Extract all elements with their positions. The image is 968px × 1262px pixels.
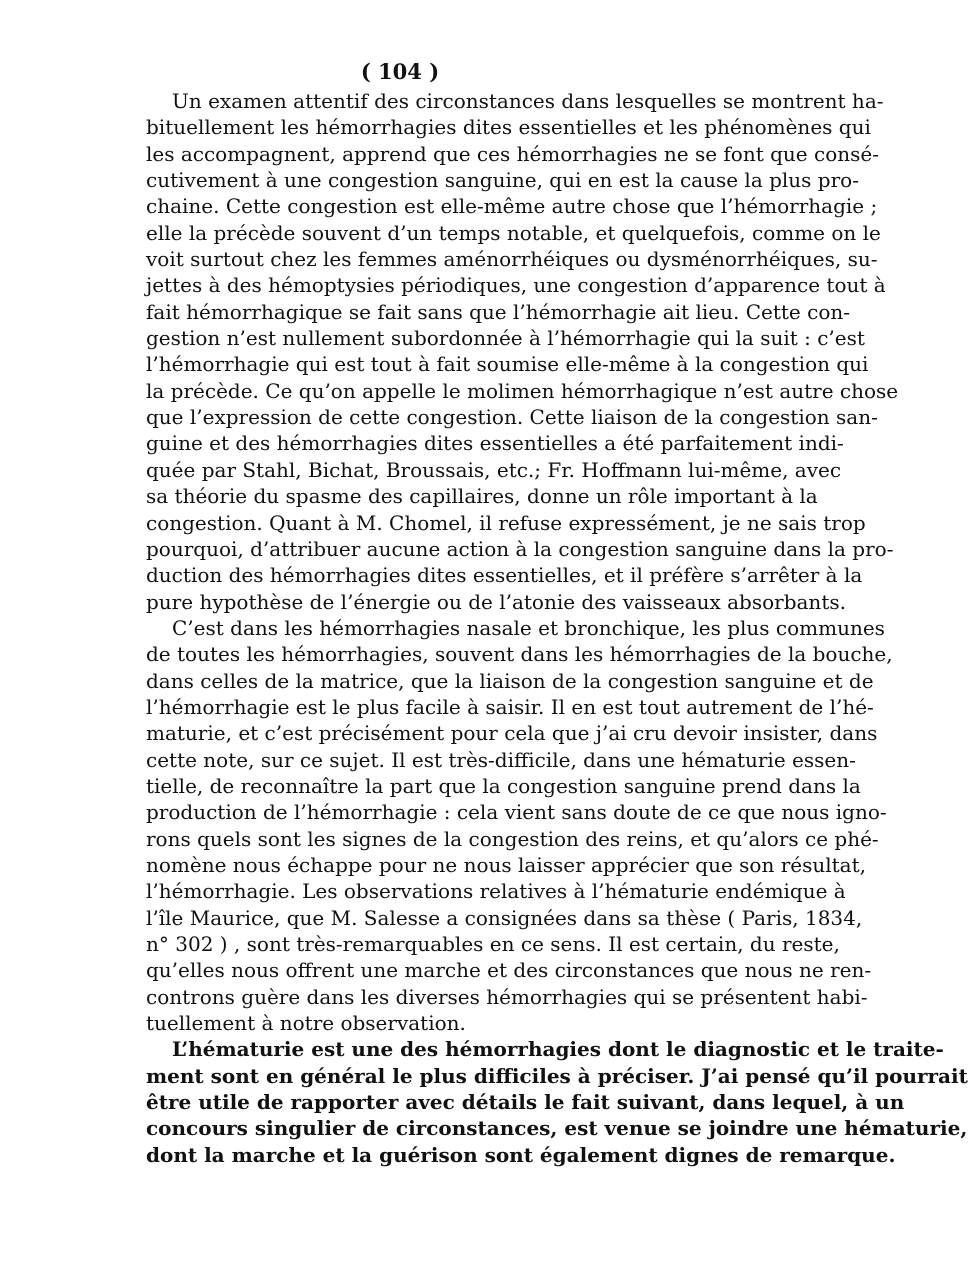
text-line: qu’elles nous offrent une marche et des circonstances que nous ne ren- [146,958,872,983]
text-line: guine et des hémorrhagies dites essentielles a été parfaitement indi- [146,431,844,456]
text-line: tielle, de reconnaître la part que la congestion sanguine prend dans la [146,773,861,798]
text-line: dans celles de la matrice, que la liaison de la congestion sanguine et de [146,668,874,693]
text-line: production de l’hémorrhagie : cela vient sans doute de ce que nous igno- [146,800,887,825]
text-line: pure hypothèse de l’énergie ou de l’atonie des vaisseaux absorbants. [146,589,846,614]
text-line: gestion n’est nullement subordonnée à l’hémorrhagie qui la suit : c’est [146,326,865,351]
text-line: bituellement les hémorrhagies dites essentielles et les phénomènes qui [146,115,871,140]
text-line: voit surtout chez les femmes aménorrhéiques ou dysménorrhéiques, su- [146,247,878,272]
text-line: controns guère dans les diverses hémorrhagies qui se présentent habi- [146,984,868,1009]
text-line: dont la marche et la guérison sont également dignes de remarque. [146,1142,896,1167]
text-line: de toutes les hémorrhagies, souvent dans les hémorrhagies de la bouche, [146,642,893,667]
text-line: rons quels sont les signes de la congestion des reins, et qu’alors ce phé- [146,826,879,851]
text-line: chaine. Cette congestion est elle-même autre chose que l’hémorrhagie ; [146,194,878,219]
paragraph [146,88,899,615]
text-line: cutivement à une congestion sanguine, qui en est la cause la plus pro- [146,168,859,193]
text-line: jettes à des hémoptysies périodiques, une congestion d’apparence tout à [146,273,886,298]
text-line: maturie, et c’est précisément pour cela que j’ai cru devoir insister, dans [146,721,878,746]
text-line: congestion. Quant à M. Chomel, il refuse expressément, je ne sais trop [146,510,866,535]
text-line: la précède. Ce qu’on appelle le molimen hémorrhagique n’est autre chose [146,378,899,403]
text-line: concours singulier de circonstances, est venue se joindre une hématurie, [146,1116,968,1141]
text-line: sa théorie du spasme des capillaires, donne un rôle important à la [146,484,818,509]
text-line: quée par Stahl, Bichat, Broussais, etc.; Fr. Hoffmann lui-même, avec [146,457,842,482]
text-line: L’hématurie est une des hémorrhagies dont le diagnostic et le traite- [172,1037,944,1062]
page-number: ( 104 ) [360,59,440,84]
body-text [146,88,968,1168]
text-line: l’hémorrhagie qui est tout à fait soumise elle-même à la congestion qui [146,352,869,377]
text-line: C’est dans les hémorrhagies nasale et bronchique, les plus communes [172,615,885,640]
text-line: les accompagnent, apprend que ces hémorrhagies ne se font que consé- [146,141,879,166]
text-line: que l’expression de cette congestion. Cette liaison de la congestion san- [146,405,878,430]
text-line: pourquoi, d’attribuer aucune action à la congestion sanguine dans la pro- [146,536,894,561]
text-line: duction des hémorrhagies dites essentielles, et il préfère s’arrêter à la [146,563,863,588]
text-line: elle la précède souvent d’un temps notable, et quelquefois, comme on le [146,220,881,245]
paragraph [146,615,893,1037]
text-line: ment sont en général le plus difficiles à préciser. J’ai pensé qu’il pourrait [146,1063,968,1088]
text-line: l’hémorrhagie. Les observations relatives à l’hématurie endémique à [146,879,846,904]
text-line: tuellement à notre observation. [146,1011,466,1036]
text-line: Un examen attentif des circonstances dans lesquelles se montrent ha- [172,89,884,113]
text-line: l’île Maurice, que M. Salesse a consignées dans sa thèse ( Paris, 1834, [146,905,863,930]
text-line: être utile de rapporter avec détails le fait suivant, dans lequel, à un [146,1090,905,1115]
text-line: l’hémorrhagie est le plus facile à saisir. Il en est tout autrement de l’hé- [146,694,874,719]
text-line: fait hémorrhagique se fait sans que l’hémorrhagie ait lieu. Cette con- [146,299,851,324]
paragraph [146,1036,968,1168]
text-line: cette note, sur ce sujet. Il est très-difficile, dans une hématurie essen- [146,747,856,772]
text-line: nomène nous échappe pour ne nous laisser apprécier que son résultat, [146,852,866,877]
text-line: n° 302 ) , sont très-remarquables en ce sens. Il est certain, du reste, [146,932,840,956]
